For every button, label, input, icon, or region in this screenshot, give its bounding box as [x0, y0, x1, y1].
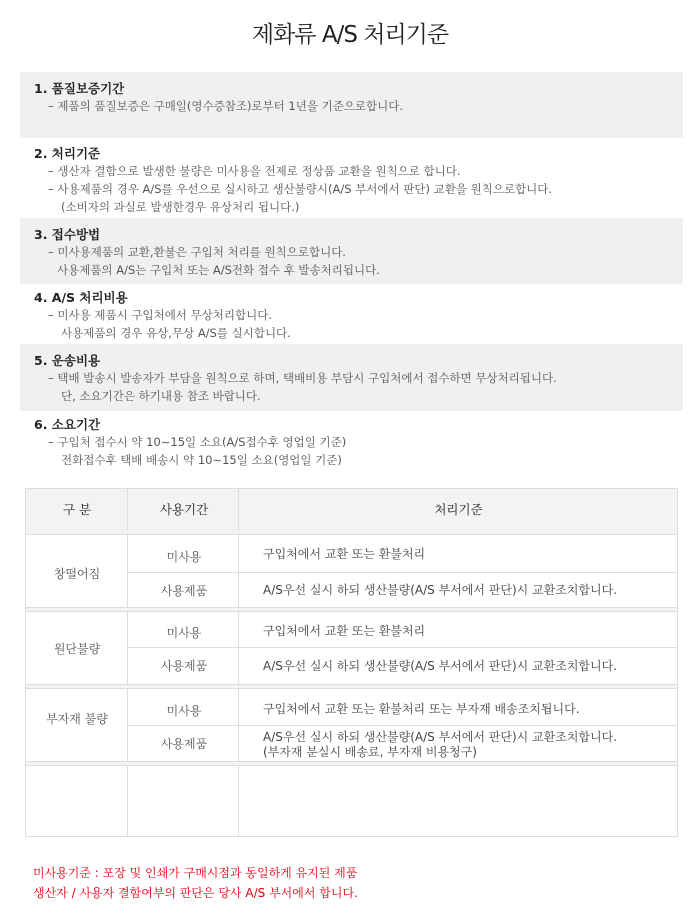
row-line — [128, 647, 677, 648]
category-cell: 창떨어짐 — [53, 567, 101, 581]
section-heading: 6. 소요기간 — [34, 417, 101, 432]
category-cell: 부자재 불량 — [46, 712, 108, 726]
section-line: – 구입처 접수시 약 10∼15일 소요(A/S접수후 영업일 기준) — [48, 435, 347, 449]
period-cell: 미사용 — [166, 550, 202, 564]
section-warranty-period — [20, 72, 683, 138]
section-reception-method — [20, 218, 683, 284]
section-processing-criteria — [20, 137, 683, 217]
section-lead-time — [20, 408, 683, 472]
period-cell: 사용제품 — [160, 584, 208, 598]
section-shipping-cost — [20, 344, 683, 411]
table-header — [26, 489, 677, 532]
section-line: – 제품의 품질보증은 구매일(영수증참조)로부터 1년을 기준으로합니다. — [48, 99, 404, 113]
criteria-cell: 구입처에서 교환 또는 환불처리 또는 부자재 배송조치됩니다. — [263, 702, 580, 716]
page-title: 제화류 A/S 처리기준 — [251, 22, 449, 48]
section-line: – 미사용제품의 교환,환불은 구입처 처리를 원칙으로합니다. — [48, 245, 346, 259]
column-divider — [127, 489, 128, 836]
row-line — [26, 534, 677, 535]
section-line: – 택배 발송시 발송자가 부담을 원칙으로 하며, 택배비용 부담시 구입처에서 접수하면 무상처리됩니다. — [48, 371, 557, 385]
row-line — [26, 765, 677, 766]
section-line: (소비자의 과실로 발생한경우 유상처리 됩니다.) — [61, 200, 300, 214]
criteria-cell: 구입처에서 교환 또는 환불처리 — [263, 547, 426, 561]
section-heading: 4. A/S 처리비용 — [34, 290, 128, 305]
period-cell: 미사용 — [166, 704, 202, 718]
row-line — [128, 572, 677, 573]
criteria-cell: A/S우선 실시 하되 생산불량(A/S 부서에서 판단)시 교환조치합니다. — [263, 659, 618, 673]
criteria-cell: 구입처에서 교환 또는 환불처리 — [263, 624, 426, 638]
row-line — [26, 688, 677, 689]
section-line: 사용제품의 A/S는 구입처 또는 A/S전화 접수 후 발송처리됩니다. — [57, 263, 380, 277]
section-heading: 3. 접수방법 — [34, 227, 101, 242]
note-defect-judgement: 생산자 / 사용자 결함여부의 판단은 당사 A/S 부서에서 합니다. — [33, 886, 358, 900]
section-line: – 생산자 결함으로 발생한 불량은 미사용을 전제로 정상품 교환을 원칙으로 합니다. — [48, 164, 461, 178]
header-criteria: 처리기준 — [434, 502, 483, 517]
header-category: 구 분 — [62, 502, 92, 517]
header-period: 사용기간 — [159, 502, 209, 517]
section-as-cost — [20, 281, 683, 345]
criteria-cell-extra: (부자재 분실시 배송료, 부자재 비용청구) — [263, 745, 477, 759]
section-line: 전화접수후 택배 배송시 약 10∼15일 소요(영업일 기준) — [61, 453, 342, 467]
section-line: 사용제품의 경우 유상,무상 A/S를 실시합니다. — [61, 326, 291, 340]
category-cell: 원단불량 — [53, 642, 101, 656]
note-unused-criteria: 미사용기준 : 포장 및 인쇄가 구매시점과 동일하게 유지된 제품 — [33, 866, 358, 880]
section-line: – 사용제품의 경우 A/S를 우선으로 실시하고 생산불량시(A/S 부서에서 판단) 교환을 원칙으로합니다. — [48, 182, 553, 196]
section-line: 단, 소요기간은 하기내용 참조 바랍니다. — [61, 389, 261, 403]
row-line — [26, 611, 677, 612]
period-cell: 사용제품 — [160, 737, 208, 751]
section-heading: 5. 운송비용 — [34, 353, 101, 368]
as-criteria-table — [25, 488, 678, 837]
criteria-cell: A/S우선 실시 하되 생산불량(A/S 부서에서 판단)시 교환조치합니다. — [263, 583, 618, 597]
criteria-cell: A/S우선 실시 하되 생산불량(A/S 부서에서 판단)시 교환조치합니다. — [263, 730, 618, 744]
row-line — [128, 725, 677, 726]
section-heading: 1. 품질보증기간 — [34, 81, 125, 96]
period-cell: 미사용 — [166, 626, 202, 640]
section-line: – 미사용 제품시 구입처에서 무상처리합니다. — [48, 308, 272, 322]
period-cell: 사용제품 — [160, 659, 208, 673]
section-heading: 2. 처리기준 — [34, 146, 101, 161]
